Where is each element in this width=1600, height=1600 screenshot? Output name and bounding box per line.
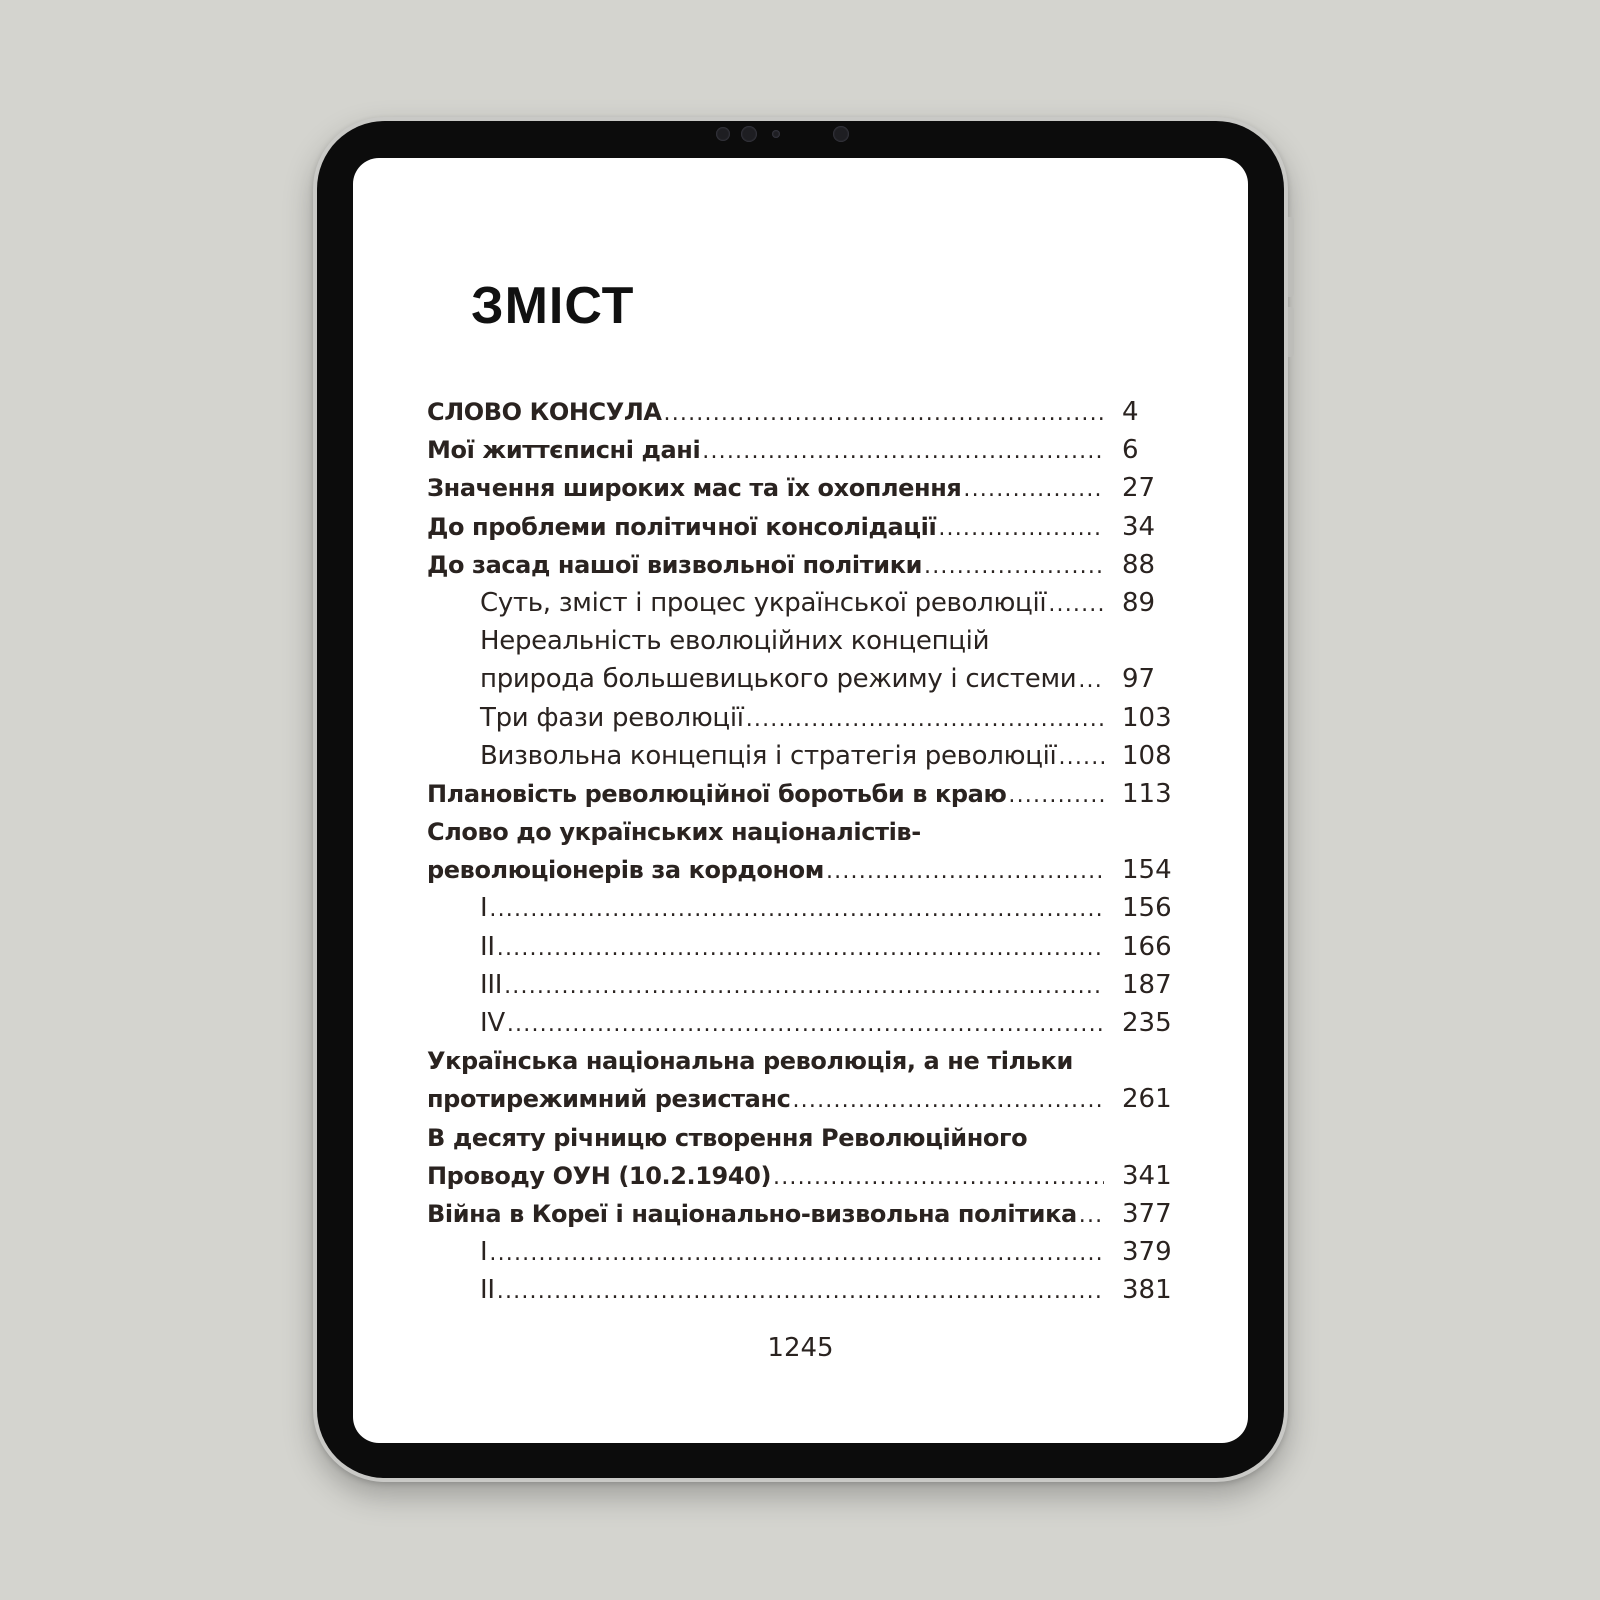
dot-leader [746, 701, 1104, 739]
dot-leader [963, 471, 1104, 509]
toc-entry-title: революціонерів за кордоном [427, 856, 824, 885]
toc-entry-title: Мої життєписні дані [427, 436, 701, 465]
toc-entry-title: Слово до українських націоналістів- [427, 818, 921, 847]
toc-entry-title: Українська національна революція, а не тільки [427, 1047, 1073, 1076]
page-number: 1245 [767, 1333, 834, 1363]
dot-leader [1079, 1197, 1104, 1235]
toc-entry-title: ІІ [480, 931, 495, 962]
toc-entry-title: ІІ [480, 1275, 495, 1306]
toc-entry[interactable] [427, 431, 1177, 469]
dot-leader [664, 395, 1104, 433]
toc-entry-line [427, 393, 1177, 431]
dot-leader [826, 853, 1104, 891]
dot-leader [507, 1006, 1104, 1044]
toc-entry-page: 154 [1122, 855, 1172, 886]
toc-entry[interactable] [427, 1004, 1177, 1042]
toc-entry[interactable] [427, 622, 1177, 698]
toc-entry-title: Нереальність еволюційних концепцій [480, 626, 990, 657]
toc-entry-title: Війна в Кореї і національно-визвольна політика [427, 1199, 1077, 1228]
dot-leader [1058, 739, 1104, 777]
volume-button [1288, 217, 1294, 297]
dot-leader [489, 891, 1104, 929]
dot-leader [792, 1082, 1104, 1120]
toc-entry[interactable] [427, 775, 1177, 813]
toc-title: ЗМІСТ [471, 277, 635, 335]
toc-entry-page: 4 [1122, 397, 1139, 427]
front-camera-icon [741, 126, 757, 142]
tablet-screen [353, 158, 1248, 1443]
toc-entry-line [427, 508, 1177, 546]
toc-entry-title: Проводу ОУН (10.2.1940) [427, 1161, 772, 1190]
toc-entry-line [480, 660, 1177, 698]
toc-entry-page: 261 [1122, 1084, 1172, 1115]
toc-entry-title: Суть, зміст і процес української революції [480, 587, 1047, 618]
toc-entry-title: природа большевицького режиму і системи [480, 664, 1077, 695]
toc-entry-title: Значення широких мас та їх охоплення [427, 474, 962, 503]
toc-entry-page: 166 [1122, 931, 1172, 962]
toc-entry-title: ІІІ [480, 969, 503, 1000]
toc-entry[interactable] [427, 737, 1177, 775]
toc-entry-line [427, 775, 1177, 813]
toc-entry[interactable] [427, 1233, 1177, 1271]
toc-entry-title: IV [480, 1008, 505, 1038]
toc-entry[interactable] [427, 966, 1177, 1004]
toc-entry[interactable] [427, 928, 1177, 966]
toc-entry-page: 34 [1122, 511, 1156, 542]
toc-entry-title: І [480, 1237, 488, 1268]
dot-leader [773, 1159, 1104, 1197]
toc-entry-line [480, 966, 1177, 1004]
dot-leader [489, 1235, 1104, 1273]
toc-entry-title: До проблеми політичної консолідації [427, 512, 937, 541]
toc-entry-line [480, 889, 1177, 927]
toc-entry-title: І [480, 893, 488, 924]
toc-entry-line [480, 1271, 1177, 1309]
dot-leader [1048, 586, 1104, 624]
toc-entry[interactable] [427, 889, 1177, 927]
front-sensor-icon [716, 127, 730, 141]
toc-entry-title: Плановість революційної боротьби в краю [427, 779, 1007, 808]
toc-entry-line [427, 431, 1177, 469]
toc-entry-line [427, 1119, 1177, 1157]
toc-entry-page: 341 [1122, 1160, 1172, 1191]
toc-entry-page: 113 [1122, 778, 1172, 809]
toc-entry-page: 379 [1122, 1237, 1172, 1268]
toc-entry-line [427, 1157, 1177, 1195]
toc-entry-line [480, 928, 1177, 966]
dot-leader [497, 1273, 1104, 1311]
toc-entry-line [427, 1042, 1177, 1080]
dot-leader [497, 930, 1104, 968]
toc-entry-line [480, 622, 1177, 660]
toc-entry[interactable] [427, 1042, 1177, 1118]
toc-entry-page: 108 [1122, 740, 1172, 771]
toc-entry-title: СЛОВО КОНСУЛА [427, 398, 662, 426]
table-of-contents [427, 393, 1177, 1310]
toc-entry[interactable] [427, 1119, 1177, 1195]
toc-entry-line [427, 1195, 1177, 1233]
toc-entry-line [480, 699, 1177, 737]
toc-entry[interactable] [427, 469, 1177, 507]
toc-entry-line [480, 1004, 1177, 1042]
power-button [1288, 307, 1294, 357]
dot-leader [1008, 777, 1104, 815]
toc-entry-line [480, 584, 1177, 622]
toc-entry-title: До засад нашої визвольної політики [427, 550, 922, 579]
toc-entry[interactable] [427, 546, 1177, 584]
dot-leader [504, 968, 1104, 1006]
toc-entry[interactable] [427, 1271, 1177, 1309]
toc-entry-line [480, 737, 1177, 775]
toc-entry-page: 97 [1122, 664, 1156, 695]
toc-entry[interactable] [427, 1195, 1177, 1233]
toc-entry-line [427, 813, 1177, 851]
toc-entry-title: протирежимний резистанс [427, 1085, 791, 1114]
face-id-sensor-icon [833, 126, 849, 142]
dot-leader [924, 548, 1104, 586]
toc-entry-page: 27 [1122, 473, 1156, 504]
dot-leader [938, 510, 1104, 548]
toc-entry-page: 187 [1122, 969, 1172, 1000]
toc-entry-page: 235 [1122, 1008, 1172, 1038]
toc-entry-page: 156 [1122, 893, 1172, 924]
toc-entry[interactable] [427, 813, 1177, 889]
toc-entry[interactable] [427, 584, 1177, 622]
toc-entry-line [427, 1080, 1177, 1118]
toc-entry-title: В десяту річницю створення Революційного [427, 1123, 1028, 1152]
toc-entry[interactable] [427, 508, 1177, 546]
toc-entry-page: 88 [1122, 549, 1156, 580]
dot-leader [702, 433, 1104, 471]
toc-entry-line [427, 469, 1177, 507]
toc-entry-page: 381 [1122, 1275, 1172, 1306]
toc-entry-page: 89 [1122, 587, 1156, 618]
toc-entry-line [480, 1233, 1177, 1271]
toc-entry[interactable] [427, 699, 1177, 737]
toc-entry-title: Три фази революції [480, 702, 744, 733]
toc-entry-page: 377 [1122, 1198, 1172, 1229]
toc-entry[interactable] [427, 393, 1177, 431]
toc-entry-title: Визвольна концепція і стратегія революції [480, 740, 1057, 771]
toc-entry-page: 6 [1122, 435, 1139, 466]
ambient-light-sensor-icon [772, 130, 780, 138]
toc-entry-page: 103 [1122, 702, 1172, 733]
dot-leader [1078, 662, 1104, 700]
toc-entry-line [427, 546, 1177, 584]
toc-entry-line [427, 851, 1177, 889]
